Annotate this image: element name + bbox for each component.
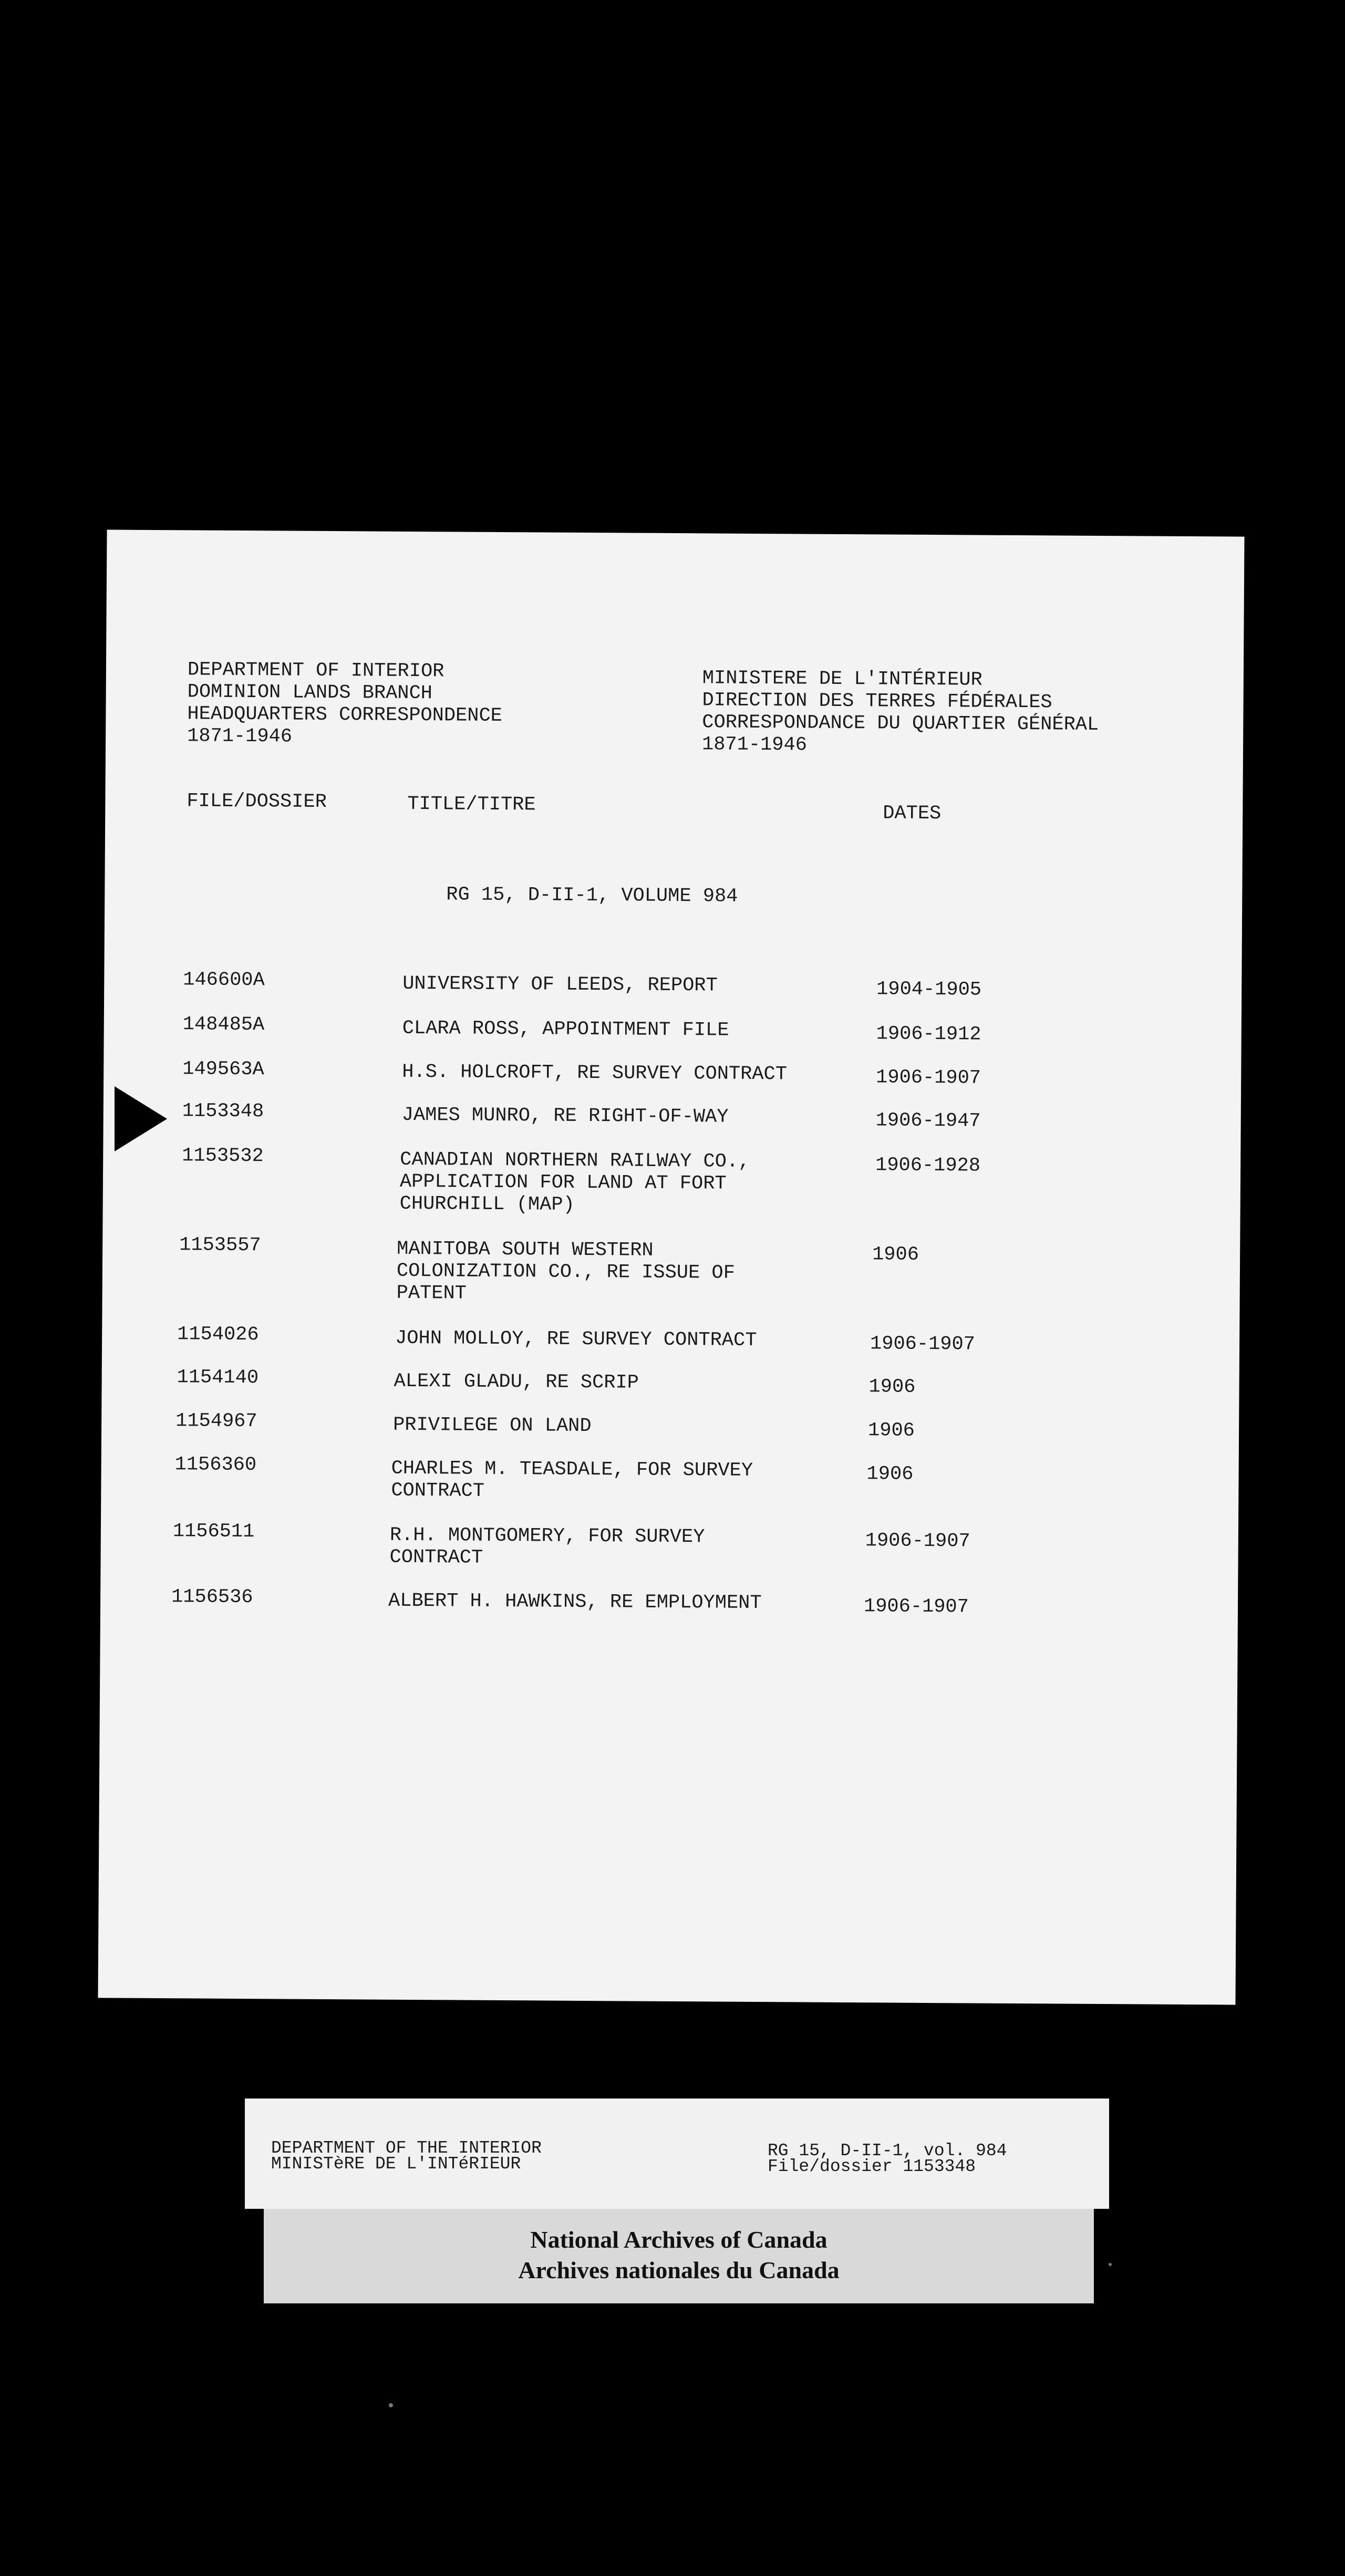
header-line: DIRECTION DES TERRES FÉDÉRALES (702, 689, 1052, 714)
row-title: JAMES MUNRO, RE RIGHT-OF-WAY (401, 1104, 729, 1128)
archives-name-english: National Archives of Canada (530, 2226, 827, 2253)
row-dates: 1906-1912 (876, 1023, 981, 1046)
header-line: DOMINION LANDS BRANCH (187, 681, 433, 705)
row-title: ALBERT H. HAWKINS, RE EMPLOYMENT (388, 1590, 762, 1615)
row-file-number: 149563A (182, 1058, 264, 1081)
label-line: File/dossier 1153348 (768, 2157, 976, 2176)
row-file-number: 1154967 (175, 1410, 257, 1433)
row-dates: 1906-1907 (863, 1595, 969, 1618)
row-title: R.H. MONTGOMERY, FOR SURVEY CONTRACT (389, 1524, 705, 1569)
row-file-number: 1156536 (171, 1586, 253, 1609)
column-header-title: TITLE/TITRE (407, 793, 536, 816)
archives-stamp (264, 2209, 1094, 2303)
row-title: H.S. HOLCROFT, RE SURVEY CONTRACT (402, 1061, 788, 1086)
row-dates: 1906-1907 (865, 1530, 970, 1553)
row-dates: 1906-1907 (870, 1333, 976, 1356)
row-file-number: 1156511 (172, 1520, 255, 1543)
header-english (187, 659, 503, 749)
header-line: HEADQUARTERS CORRESPONDENCE (187, 703, 503, 728)
document-page (98, 529, 1244, 2004)
row-title: CLARA ROSS, APPOINTMENT FILE (402, 1017, 729, 1042)
row-title: ALEXI GLADU, RE SCRIP (394, 1370, 639, 1394)
row-title: CANADIAN NORTHERN RAILWAY CO., APPLICATION FOR LAND AT FORT CHURCHILL (MAP) (399, 1148, 750, 1216)
row-file-number: 1154140 (177, 1366, 259, 1389)
label-line: RG 15, D-II-1, vol. 984 (768, 2141, 1007, 2160)
target-file-pointer (115, 1086, 167, 1151)
row-file-number: 148485A (182, 1013, 265, 1036)
row-title: JOHN MOLLOY, RE SURVEY CONTRACT (395, 1327, 757, 1352)
column-header-file: FILE/DOSSIER (187, 790, 327, 813)
target-file-label (245, 2099, 1109, 2209)
dust-speck (1109, 2263, 1112, 2266)
row-dates: 1906-1907 (876, 1066, 981, 1089)
column-header-dates: DATES (883, 802, 942, 825)
header-line: 1871-1946 (701, 733, 808, 756)
row-file-number: 1153348 (182, 1100, 264, 1123)
volume-reference: RG 15, D-II-1, VOLUME 984 (446, 884, 738, 908)
header-line: CORRESPONDANCE DU QUARTIER GÉNÉRAL (702, 711, 1099, 736)
row-file-number: 146600A (183, 969, 265, 992)
dust-speck (389, 2403, 393, 2407)
header-line: 1871-1946 (187, 725, 293, 748)
row-file-number: 1153532 (182, 1145, 264, 1168)
row-dates: 1906-1947 (875, 1109, 981, 1133)
row-title: MANITOBA SOUTH WESTERN COLONIZATION CO., RE ISSUE OF PATENT (396, 1238, 735, 1305)
row-dates: 1906 (872, 1243, 919, 1266)
row-dates: 1906 (868, 1376, 916, 1398)
row-title: PRIVILEGE ON LAND (393, 1414, 592, 1438)
row-dates: 1906-1928 (875, 1154, 981, 1177)
row-file-number: 1154026 (177, 1323, 259, 1346)
header-french (702, 667, 1099, 758)
row-dates: 1906 (867, 1419, 915, 1442)
row-file-number: 1153557 (179, 1234, 261, 1257)
header-line: MINISTERE DE L'INTÉRIEUR (702, 667, 982, 691)
row-dates: 1906 (866, 1463, 914, 1486)
row-dates: 1904-1905 (876, 978, 982, 1001)
row-title: CHARLES M. TEASDALE, FOR SURVEY CONTRACT (391, 1457, 753, 1502)
header-line: DEPARTMENT OF INTERIOR (187, 659, 444, 683)
row-title: UNIVERSITY OF LEEDS, REPORT (402, 972, 718, 997)
archives-name-french: Archives nationales du Canada (518, 2257, 840, 2283)
target-label-department (271, 2138, 542, 2174)
label-line: MINISTèRE DE L'INTéRIEUR (271, 2154, 521, 2174)
target-label-reference (768, 2143, 1007, 2175)
label-line: DEPARTMENT OF THE INTERIOR (271, 2138, 542, 2158)
row-file-number: 1156360 (174, 1453, 257, 1477)
